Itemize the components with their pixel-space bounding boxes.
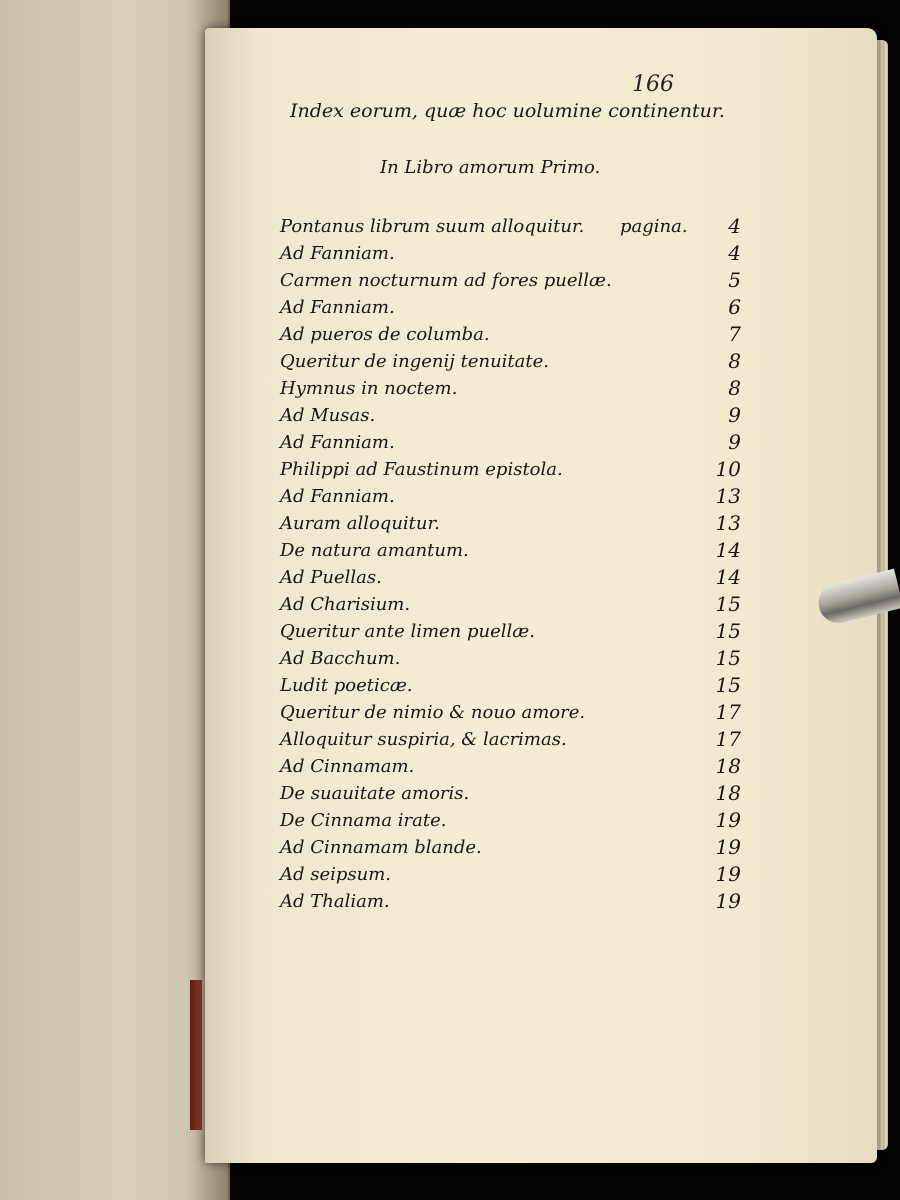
toc-entry-title: Ad Fanniam.: [280, 432, 395, 453]
toc-entry-title: Ludit poeticæ.: [280, 675, 413, 696]
toc-entry: [280, 294, 745, 321]
toc-entry-page: 17: [715, 700, 741, 724]
page-number: 166: [632, 72, 674, 97]
toc-entry: [280, 618, 745, 645]
toc-entry: [280, 402, 745, 429]
toc-entry-page: 9: [728, 430, 741, 454]
toc-entry: [280, 510, 745, 537]
toc-entry-page: 8: [728, 376, 741, 400]
toc-entry-title: Philippi ad Faustinum epistola.: [280, 459, 563, 480]
toc-entry-page: 15: [715, 646, 741, 670]
toc-entry-title: Ad Cinnamam.: [280, 756, 415, 777]
toc-entry: [280, 591, 745, 618]
toc-entry-page: 14: [715, 565, 741, 589]
toc-entry: [280, 645, 745, 672]
toc-entry-page: 8: [728, 349, 741, 373]
toc-entry-title: Ad Fanniam.: [280, 486, 395, 507]
section-heading: In Libro amorum Primo.: [380, 157, 601, 178]
toc-entry-page: 19: [715, 835, 741, 859]
toc-entry-title: Queritur ante limen puellæ.: [280, 621, 535, 642]
toc-entry-page: 18: [715, 754, 741, 778]
toc-entry: [280, 834, 745, 861]
toc-entry-page: 19: [715, 862, 741, 886]
toc-entry-title: Queritur de ingenij tenuitate.: [280, 351, 549, 372]
toc-entry: [280, 429, 745, 456]
toc-entry: [280, 213, 745, 240]
toc-entry: [280, 240, 745, 267]
toc-entry-page: 14: [715, 538, 741, 562]
toc-entry-title: Ad Fanniam.: [280, 243, 395, 264]
toc-entry-title: De suauitate amoris.: [280, 783, 470, 804]
toc-entry-title: Ad Charisium.: [280, 594, 411, 615]
toc-entry-title: Ad Fanniam.: [280, 297, 395, 318]
toc-entry: [280, 483, 745, 510]
toc-entry-page: 4: [728, 241, 741, 265]
toc-entry-page: 15: [715, 619, 741, 643]
toc-entry-title: Ad pueros de columba.: [280, 324, 490, 345]
toc-entry-title: Alloquitur suspiria, & lacrimas.: [280, 729, 567, 750]
toc-entry-page: 18: [715, 781, 741, 805]
toc-entry-title: Ad Musas.: [280, 405, 376, 426]
toc-entry-title: Queritur de nimio & nouo amore.: [280, 702, 586, 723]
toc-entry-title: Ad seipsum.: [280, 864, 392, 885]
toc-entry: [280, 321, 745, 348]
toc-entry-title: De natura amantum.: [280, 540, 469, 561]
toc-entry-title: Ad Puellas.: [280, 567, 382, 588]
toc-entry-title: Carmen nocturnum ad fores puellæ.: [280, 270, 612, 291]
table-of-contents: [280, 213, 745, 915]
toc-entry-title: Pontanus librum suum alloquitur.: [280, 216, 585, 237]
toc-entry: [280, 699, 745, 726]
toc-entry: [280, 456, 745, 483]
toc-entry-title: Ad Thaliam.: [280, 891, 390, 912]
toc-entry-page: 5: [728, 268, 741, 292]
toc-entry-page: 19: [715, 808, 741, 832]
toc-entry-page: 19: [715, 889, 741, 913]
toc-entry: [280, 375, 745, 402]
toc-entry: [280, 726, 745, 753]
toc-entry: [280, 780, 745, 807]
toc-entry-page: 7: [728, 322, 741, 346]
toc-entry: [280, 537, 745, 564]
toc-entry: [280, 267, 745, 294]
binding-edge: [190, 980, 202, 1130]
toc-entry-page: 15: [715, 592, 741, 616]
toc-entry: [280, 753, 745, 780]
toc-entry-page: 13: [715, 511, 741, 535]
toc-entry: [280, 348, 745, 375]
toc-entry-title: Ad Bacchum.: [280, 648, 401, 669]
toc-entry-page: 4: [728, 214, 741, 238]
toc-entry-page: 10: [715, 457, 741, 481]
toc-entry: [280, 807, 745, 834]
running-head: Index eorum, quæ hoc uolumine continentur.: [290, 100, 725, 122]
toc-entry-title: Ad Cinnamam blande.: [280, 837, 482, 858]
toc-entry-title: De Cinnama irate.: [280, 810, 447, 831]
toc-entry-title: Auram alloquitur.: [280, 513, 440, 534]
toc-entry: [280, 564, 745, 591]
toc-entry-page: 17: [715, 727, 741, 751]
pagina-label: pagina.: [620, 216, 688, 237]
toc-entry-page: 15: [715, 673, 741, 697]
toc-entry: [280, 888, 745, 915]
toc-entry: [280, 672, 745, 699]
toc-entry-page: 9: [728, 403, 741, 427]
toc-entry-title: Hymnus in noctem.: [280, 378, 458, 399]
toc-entry: [280, 861, 745, 888]
toc-entry-page: 13: [715, 484, 741, 508]
toc-entry-page: 6: [728, 295, 741, 319]
